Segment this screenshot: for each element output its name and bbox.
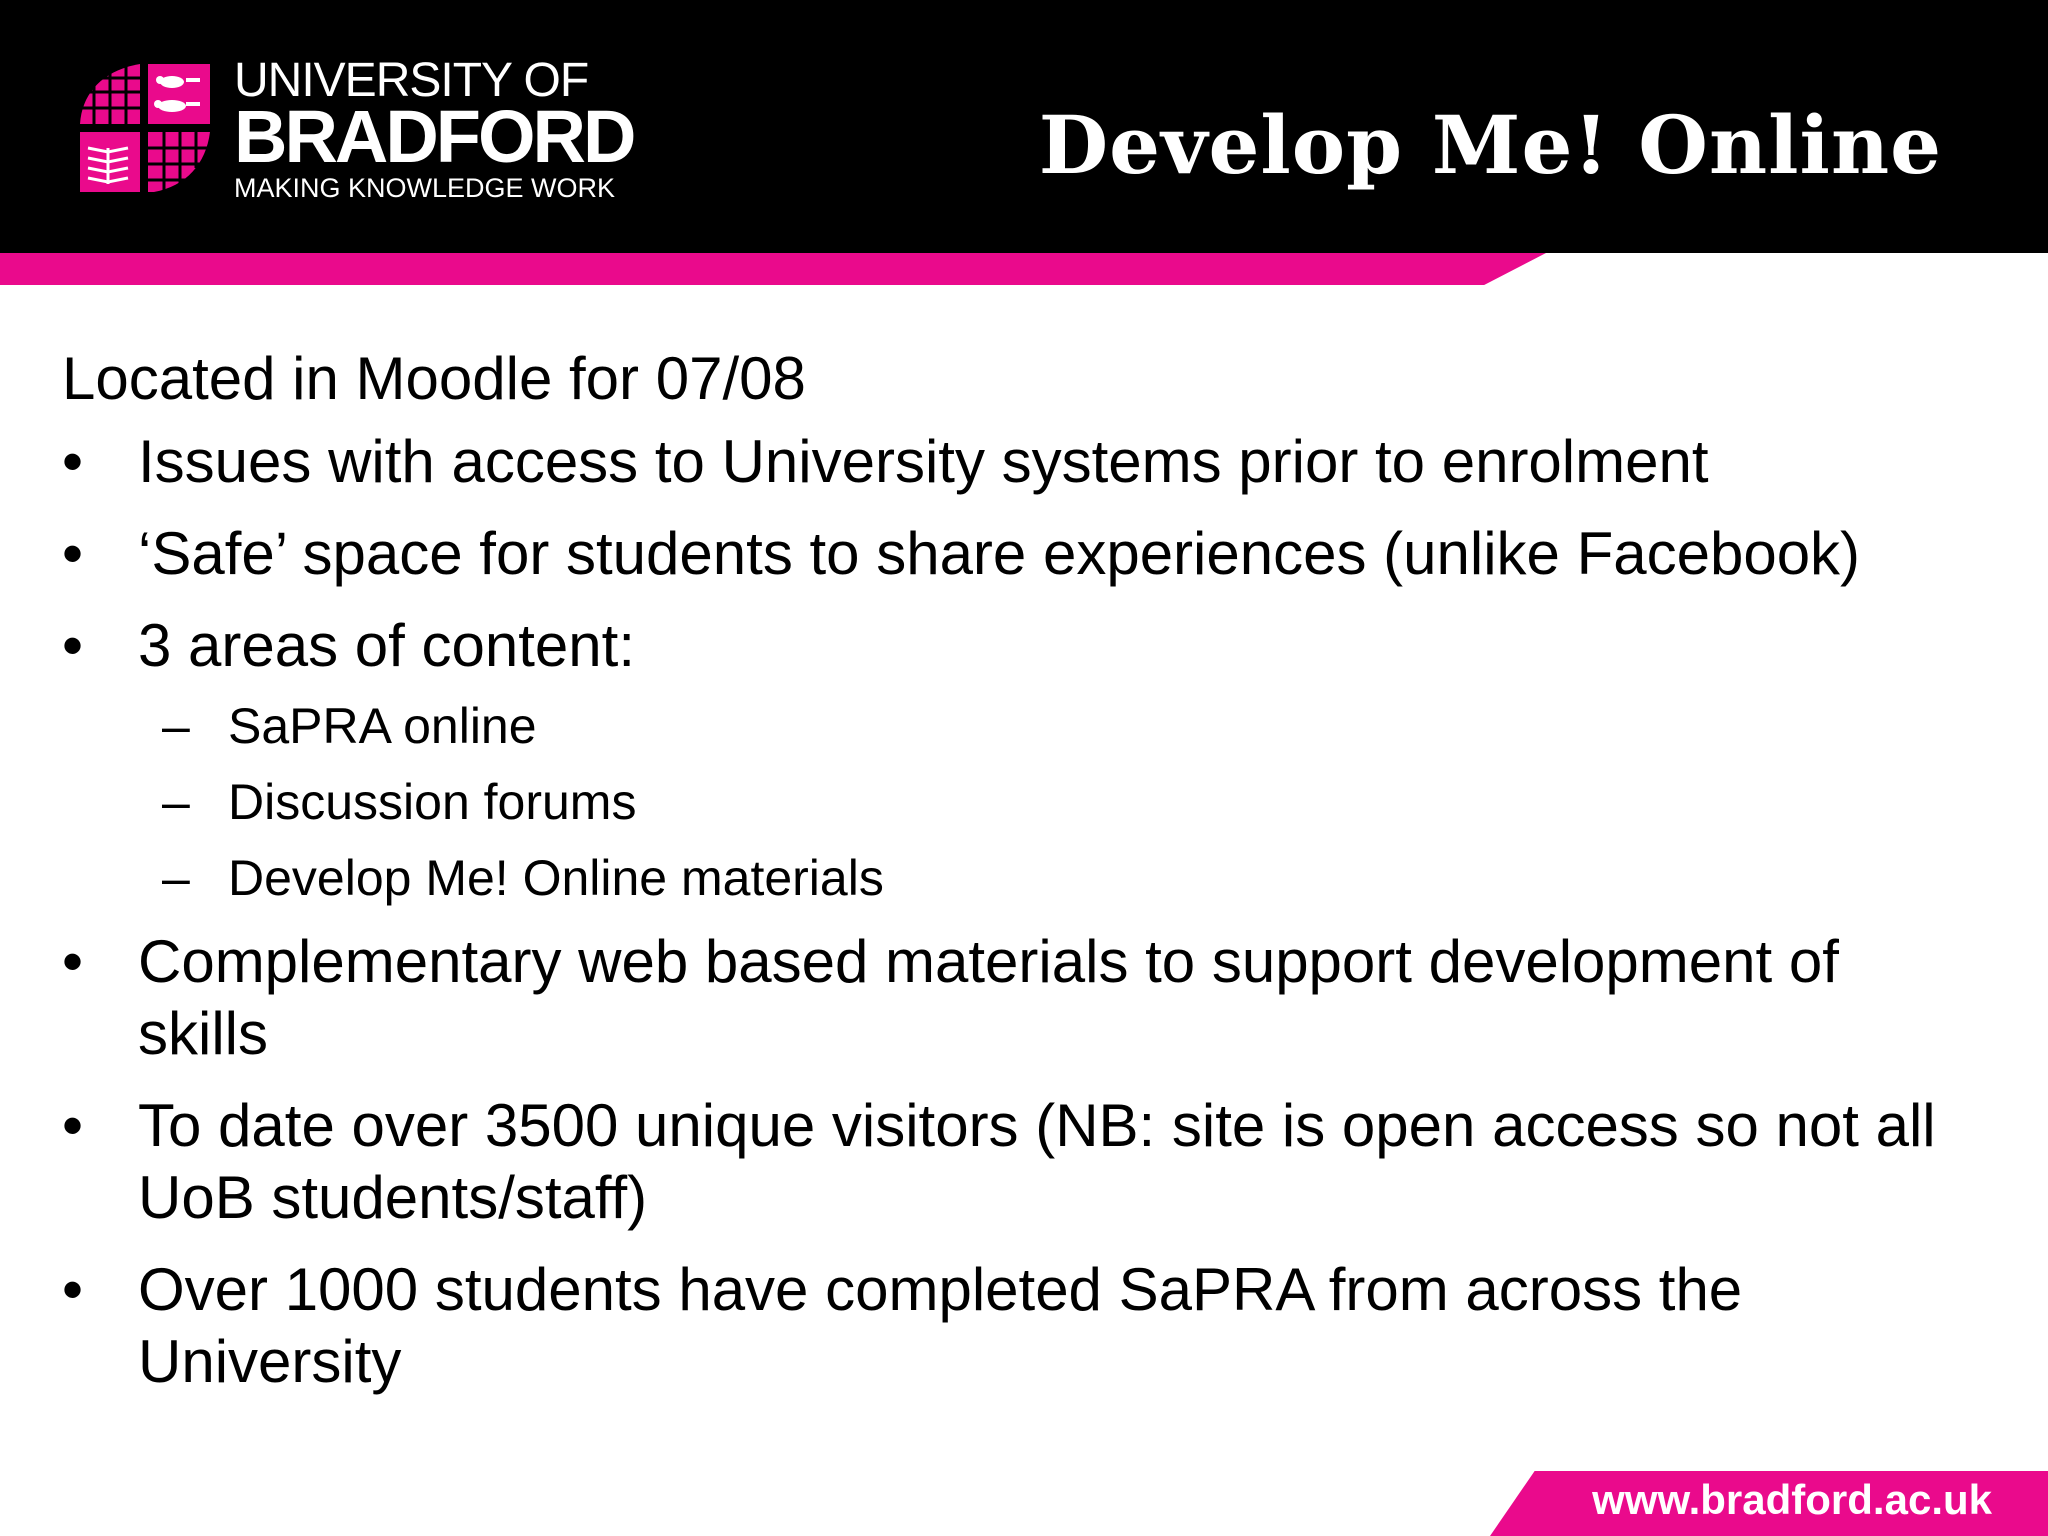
bullet-marker: •: [62, 928, 84, 995]
logo-tagline: MAKING KNOWLEDGE WORK: [234, 173, 616, 203]
sub-bullet-marker: –: [162, 698, 190, 754]
university-crest-icon: [74, 56, 216, 198]
slide-title: Develop Me! Online: [1038, 98, 1942, 192]
sub-bullet-text: SaPRA online: [228, 698, 537, 754]
bullet-text: Over 1000 students have completed SaPRA from across the University: [138, 1256, 1743, 1395]
bullet-item: [62, 426, 1962, 498]
bullet-marker: •: [62, 520, 84, 587]
sub-bullet-item: [62, 696, 1962, 756]
bullet-item: [62, 1090, 1962, 1234]
content-areas-list: [62, 696, 1962, 908]
bullet-marker: •: [62, 428, 84, 495]
bullet-item: [62, 1254, 1962, 1398]
intro-line: Located in Moodle for 07/08: [62, 345, 806, 412]
bullet-marker: •: [62, 1092, 84, 1159]
sub-bullet-text: Develop Me! Online materials: [228, 850, 884, 906]
sub-bullet-marker: –: [162, 850, 190, 906]
university-logo: [74, 56, 634, 206]
sub-bullet-marker: –: [162, 774, 190, 830]
footer-url-link[interactable]: www.bradford.ac.uk: [1592, 1476, 1992, 1523]
sub-bullet-text: Discussion forums: [228, 774, 637, 830]
bullet-item: [62, 518, 1962, 590]
sub-bullet-item: [62, 772, 1962, 832]
logo-text-line-1: UNIVERSITY OF: [234, 54, 589, 107]
bullet-item: [62, 926, 1962, 1070]
bullet-marker: •: [62, 1256, 84, 1323]
logo-text-line-2: BRADFORD: [234, 95, 634, 178]
bullet-item: [62, 610, 1962, 682]
bullet-text: Issues with access to University systems prior to enrolment: [138, 428, 1709, 495]
slide-body: [62, 340, 1962, 1418]
header-accent-stripe: [0, 253, 1546, 285]
sub-bullet-item: [62, 848, 1962, 908]
bullet-marker: •: [62, 612, 84, 679]
bullet-text: Complementary web based materials to support development of skills: [138, 928, 1839, 1067]
bullet-text: To date over 3500 unique visitors (NB: site is open access so not all UoB students/staff): [138, 1092, 1936, 1231]
bullet-text: ‘Safe’ space for students to share experiences (unlike Facebook): [138, 520, 1861, 587]
bullet-text: 3 areas of content:: [138, 612, 635, 679]
